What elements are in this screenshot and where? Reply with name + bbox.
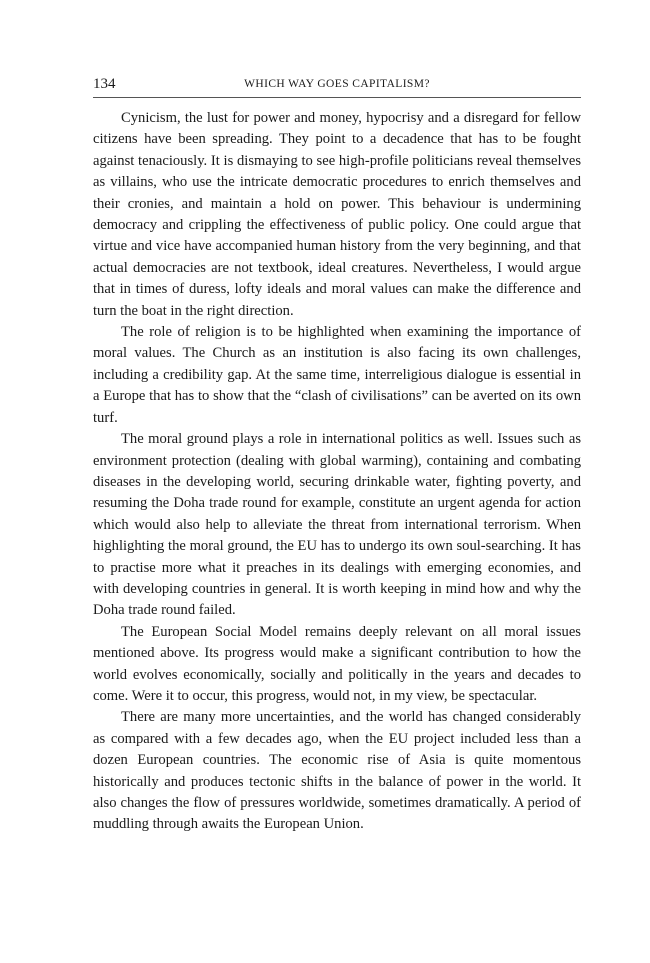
paragraph: Cynicism, the lust for power and money, hypocrisy and a disregard for fellow citizens have been spreading. They point to a decadence that has to be fought against tenaciously. It is dismaying to see high-profile politicians reveal themselves as villains, who use the intricate democratic procedures to enrich themselves and their cronies, and maintain a hold on power. This behaviour is undermining democracy and crippling the effectiveness of public policy. One could argue that virtue and vice have accompanied human history from the very beginning, and that actual democracies are not textbook, ideal creatures. Nevertheless, I would argue that in times of duress, lofty ideals and moral values can make the difference and turn the boat in the right direction. bbox=[93, 110, 581, 319]
paragraph: The European Social Model remains deeply relevant on all moral issues mentioned above. Its progress would make a significant contribution to how the world evolves economically, socially and politically in the years and decades to come. Were it to occur, this progress, would not, in my view, be spectacular. bbox=[93, 623, 581, 704]
header-rule bbox=[93, 97, 581, 98]
page-number: 134 bbox=[93, 76, 116, 92]
body-text bbox=[93, 108, 581, 836]
paragraph: The moral ground plays a role in international politics as well. Issues such as environment protection (dealing with global warming), containing and combating diseases in the developing world, securing drinkable water, fighting poverty, and resuming the Doha trade round for example, constitute an urgent agenda for action which would also help to alleviate the threat from international terrorism. When highlighting the moral ground, the EU has to undergo its own soul-searching. It has to practise more what it preaches in its dealings with emerging economies, and with developing countries in general. It is worth keeping in mind how and why the Doha trade round failed. bbox=[93, 431, 581, 619]
running-head bbox=[93, 76, 581, 98]
paragraph: There are many more uncertainties, and the world has changed considerably as compared with a few decades ago, when the EU project included less than a dozen European countries. The economic rise of Asia is quite momentous historically and produces tectonic shifts in the balance of power in the world. It also changes the flow of pressures worldwide, sometimes dramatically. A period of muddling through awaits the European Union. bbox=[93, 709, 581, 833]
paragraph: The role of religion is to be highlighted when examining the importance of moral values. The Church as an institution is also facing its own challenges, including a credibility gap. At the same time, interreligious dialogue is essential in a Europe that has to show that the “clash of civilisations” can be averted on its own turf. bbox=[93, 324, 581, 426]
running-title: WHICH WAY GOES CAPITALISM? bbox=[244, 78, 430, 90]
